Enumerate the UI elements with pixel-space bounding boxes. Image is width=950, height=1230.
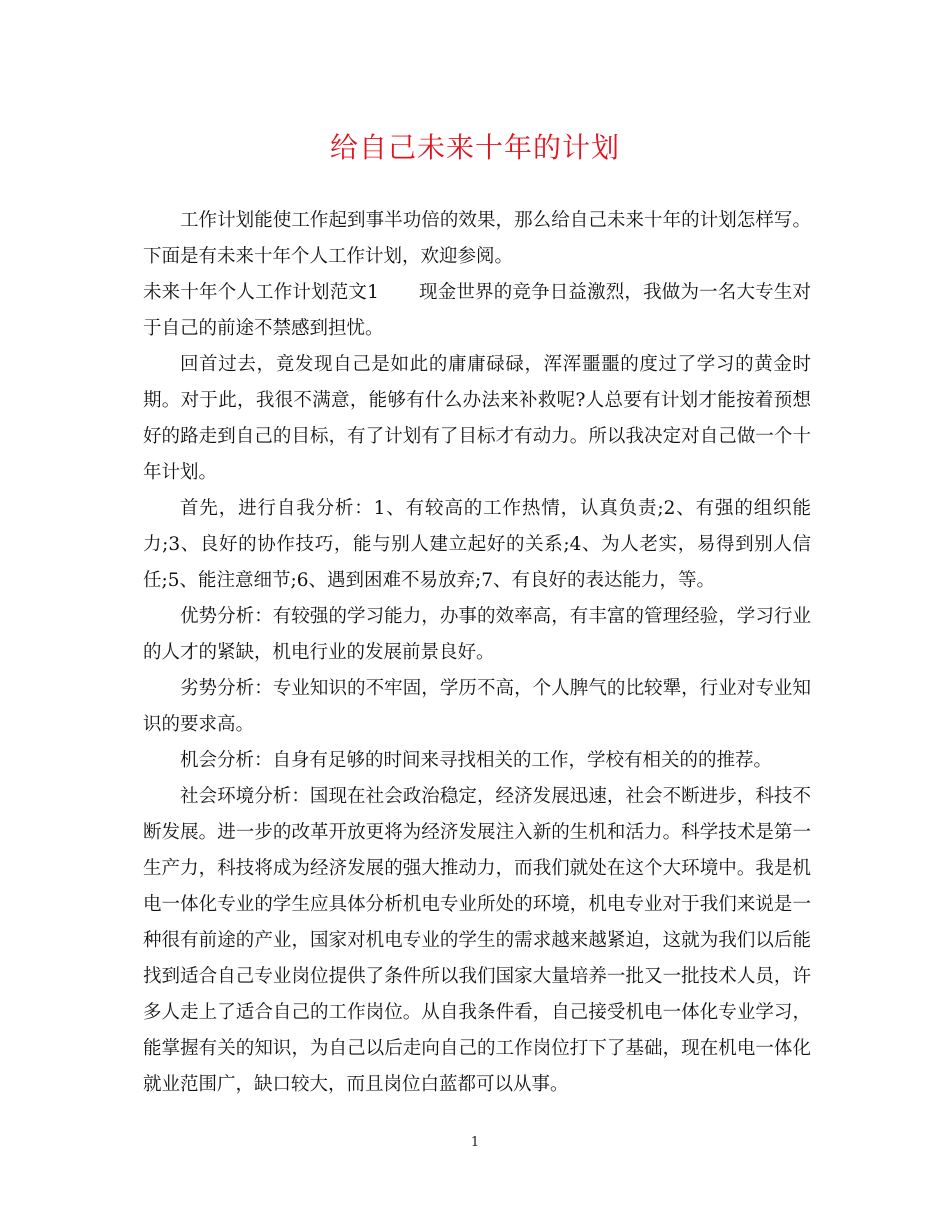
sample-heading: 未来十年个人工作计划范文1: [143, 282, 379, 303]
document-title: 给自己未来十年的计划: [329, 131, 620, 164]
paragraph-review: 回首过去，竟发现自己是如此的庸庸碌碌，浑浑噩噩的度过了学习的黄金时期。对于此，我很不满意，能够有什么办法来补救呢?人总要有计划才能按着预想好的路走到自己的目标，有了计划有了目标才有动力。所以我决定对自己做一个十年计划。: [143, 354, 811, 483]
intro-paragraph: 工作计划能使工作起到事半功倍的效果，那么给自己未来十年的计划怎样写。下面是有未来十年个人工作计划，欢迎参阅。: [143, 210, 811, 267]
paragraph-opportunities: 机会分析：自身有足够的时间来寻找相关的工作，学校有相关的的推荐。: [180, 750, 773, 771]
sample-paragraph: [143, 275, 811, 347]
sample-first-text: 现金世界的竞争日益激烈，我做为一名大专生对于自己的前途不禁感到担忧。: [143, 282, 811, 339]
document-body: [143, 203, 811, 1103]
paragraph-environment: 社会环境分析：国现在社会政治稳定，经济发展迅速，社会不断进步，科技不断发展。进一步的改革开放更将为经济发展注入新的生机和活力。科学技术是第一生产力，科技将成为经济发展的强大推动力，而我们就处在这个大环境中。我是机电一体化专业的学生应具体分析机电专业所处的环境，机电专业对于我们来说是一种很有前途的产业，国家对机电专业的学生的需求越来越紧迫，这就为我们以后能找到适合自己专业岗位提供了条件所以我们国家大量培养一批又一批技术人员，许多人走上了适合自己的工作岗位。从自我条件看，自己接受机电一体化专业学习，能掌握有关的知识，为自己以后走向自己的工作岗位打下了基础，现在机电一体化就业范围广，缺口较大，而且岗位白蓝都可以从事。: [143, 786, 811, 1095]
paragraph-strengths: 优势分析：有较强的学习能力，办事的效率高，有丰富的管理经验，学习行业的人才的紧缺，机电行业的发展前景良好。: [143, 606, 811, 663]
page-number: 1: [470, 1135, 480, 1150]
paragraph-self-analysis: 首先，进行自我分析：1、有较高的工作热情，认真负责;2、有强的组织能力;3、良好的协作技巧，能与别人建立起好的关系;4、为人老实，易得到别人信任;5、能注意细节;6、遇到困难不易放弃;7、有良好的表达能力，等。: [143, 498, 811, 591]
paragraph-weaknesses: 劣势分析：专业知识的不牢固，学历不高，个人脾气的比较犟，行业对专业知识的要求高。: [143, 678, 811, 735]
